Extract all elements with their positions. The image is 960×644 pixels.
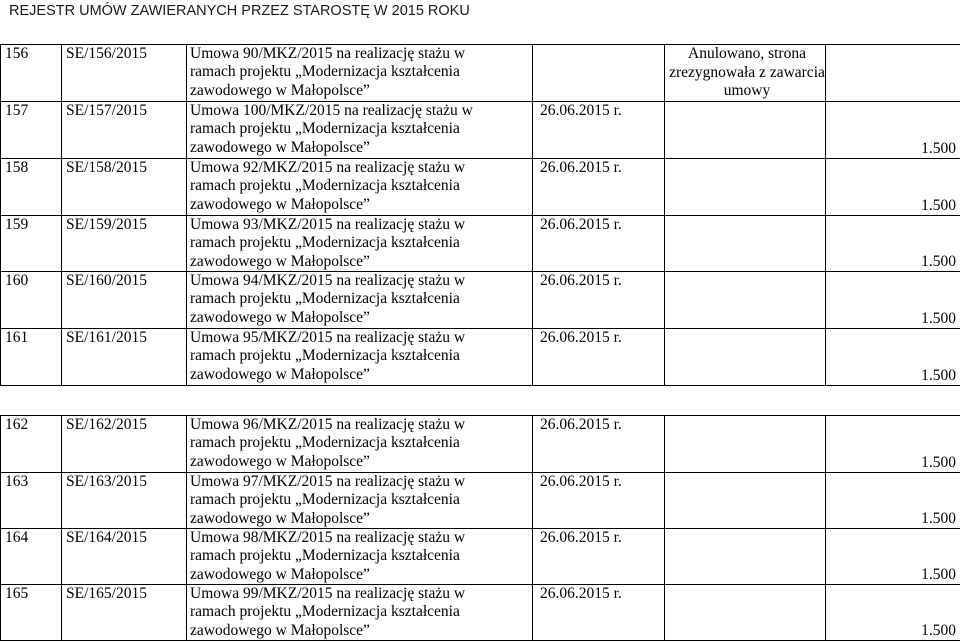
amount-cell [826, 329, 960, 386]
signature-value: SE/162/2015 [66, 416, 147, 433]
lp-value: 165 [5, 585, 29, 602]
lp-value: 164 [5, 529, 29, 546]
title-line: Umowa 93/MKZ/2015 na realizację stażu w [190, 216, 466, 233]
date-cell [533, 159, 665, 216]
title-cell [187, 159, 533, 216]
title-cell [187, 216, 533, 272]
signature-cell [62, 416, 187, 473]
title-line: zawodowego w Małopolsce” [190, 621, 370, 639]
amount-cell [826, 473, 960, 529]
amount-cell [826, 529, 960, 585]
lp-cell [1, 473, 62, 529]
title-line: Umowa 100/MKZ/2015 na realizację stażu w [190, 102, 473, 119]
table-row [1, 473, 960, 529]
title-line: Umowa 95/MKZ/2015 na realizację stażu w [190, 329, 466, 346]
signature-value: SE/158/2015 [66, 159, 147, 176]
lp-cell [1, 45, 62, 102]
amount-value: 1.500 [921, 309, 956, 327]
lp-cell [1, 159, 62, 216]
date-cell [533, 45, 665, 102]
signature-cell [62, 329, 187, 386]
title-cell [187, 45, 533, 102]
title-line: zawodowego w Małopolsce” [190, 565, 370, 583]
date-value: 26.06.2015 r. [540, 216, 622, 233]
table-row [1, 272, 960, 329]
signature-cell [62, 102, 187, 159]
date-value: 26.06.2015 r. [540, 473, 622, 490]
date-value: 26.06.2015 r. [540, 272, 622, 289]
lp-cell [1, 416, 62, 473]
signature-value: SE/161/2015 [66, 329, 147, 346]
date-cell [533, 585, 665, 641]
title-line: ramach projektu „Modernizacja kształcenia [190, 347, 460, 365]
date-cell [533, 329, 665, 386]
title-line: ramach projektu „Modernizacja kształcenia [190, 120, 460, 138]
amount-cell [826, 272, 960, 329]
page-title: REJESTR UMÓW ZAWIERANYCH PRZEZ STAROSTĘ W 2015 ROKU [9, 3, 470, 19]
title-line: ramach projektu „Modernizacja kształcenia [190, 434, 460, 452]
title-line: Umowa 90/MKZ/2015 na realizację stażu w [190, 45, 466, 62]
register-table-2 [0, 415, 960, 641]
title-cell [187, 473, 533, 529]
signature-cell [62, 272, 187, 329]
title-line: Umowa 96/MKZ/2015 na realizację stażu w [190, 416, 466, 433]
title-line: Umowa 94/MKZ/2015 na realizację stażu w [190, 272, 466, 289]
title-line: zawodowego w Małopolsce” [190, 81, 370, 99]
amount-value: 1.500 [921, 565, 956, 583]
date-value: 26.06.2015 r. [540, 159, 622, 176]
title-line: ramach projektu „Modernizacja kształcenia [190, 491, 460, 509]
date-value: 26.06.2015 r. [540, 585, 622, 602]
signature-value: SE/164/2015 [66, 529, 147, 546]
lp-value: 158 [5, 159, 29, 176]
note-cell [665, 529, 826, 585]
lp-cell [1, 272, 62, 329]
signature-value: SE/159/2015 [66, 216, 147, 233]
amount-cell [826, 585, 960, 641]
signature-cell [62, 473, 187, 529]
signature-value: SE/156/2015 [66, 45, 147, 62]
title-line: ramach projektu „Modernizacja kształcenia [190, 603, 460, 621]
date-value: 26.06.2015 r. [540, 329, 622, 346]
amount-value: 1.500 [921, 509, 956, 527]
note-cell [665, 585, 826, 641]
lp-cell [1, 329, 62, 386]
signature-value: SE/157/2015 [66, 102, 147, 119]
amount-cell [826, 216, 960, 272]
title-cell [187, 329, 533, 386]
lp-value: 159 [5, 216, 29, 233]
lp-cell [1, 216, 62, 272]
amount-value: 1.500 [921, 453, 956, 471]
signature-cell [62, 45, 187, 102]
note-cell [665, 329, 826, 386]
title-line: zawodowego w Małopolsce” [190, 308, 370, 326]
title-line: ramach projektu „Modernizacja kształcenia [190, 547, 460, 565]
lp-value: 162 [5, 416, 29, 433]
title-line: ramach projektu „Modernizacja kształcenia [190, 290, 460, 308]
table-row [1, 529, 960, 585]
lp-cell [1, 529, 62, 585]
note-cell [665, 102, 826, 159]
title-cell [187, 102, 533, 159]
lp-cell [1, 585, 62, 641]
date-cell [533, 272, 665, 329]
date-cell [533, 473, 665, 529]
amount-value: 1.500 [921, 139, 956, 157]
lp-value: 160 [5, 272, 29, 289]
amount-cell [826, 416, 960, 473]
title-line: ramach projektu „Modernizacja kształcenia [190, 177, 460, 195]
amount-value: 1.500 [921, 366, 956, 384]
signature-cell [62, 159, 187, 216]
amount-cell [826, 102, 960, 159]
title-line: zawodowego w Małopolsce” [190, 138, 370, 156]
note-cell [665, 272, 826, 329]
title-line: zawodowego w Małopolsce” [190, 452, 370, 470]
page-header [0, 0, 960, 28]
note-line: zrezygnowała z zawarcia [669, 63, 825, 81]
table-row [1, 416, 960, 473]
title-line: Umowa 92/MKZ/2015 na realizację stażu w [190, 159, 466, 176]
amount-cell [826, 159, 960, 216]
lp-value: 156 [5, 45, 29, 62]
amount-value: 1.500 [921, 621, 956, 639]
note-line: umowy [723, 82, 771, 99]
note-cell [665, 45, 826, 102]
title-line: zawodowego w Małopolsce” [190, 195, 370, 213]
table-row [1, 585, 960, 641]
note-cell [665, 473, 826, 529]
date-cell [533, 529, 665, 585]
register-table-1 [0, 44, 960, 386]
title-line: ramach projektu „Modernizacja kształcenia [190, 63, 460, 81]
table-row [1, 102, 960, 159]
date-cell [533, 416, 665, 473]
signature-value: SE/163/2015 [66, 473, 147, 490]
table-row [1, 329, 960, 386]
date-value: 26.06.2015 r. [540, 529, 622, 546]
title-line: zawodowego w Małopolsce” [190, 252, 370, 270]
signature-value: SE/165/2015 [66, 585, 147, 602]
amount-value: 1.500 [921, 196, 956, 214]
date-cell [533, 102, 665, 159]
signature-value: SE/160/2015 [66, 272, 147, 289]
table-row [1, 216, 960, 272]
title-cell [187, 416, 533, 473]
amount-cell [826, 45, 960, 102]
lp-value: 157 [5, 102, 29, 119]
title-line: Umowa 99/MKZ/2015 na realizację stażu w [190, 585, 466, 602]
title-line: zawodowego w Małopolsce” [190, 509, 370, 527]
table-row [1, 159, 960, 216]
title-cell [187, 272, 533, 329]
note-line: Anulowano, strona [688, 45, 806, 62]
lp-cell [1, 102, 62, 159]
date-value: 26.06.2015 r. [540, 416, 622, 433]
title-line: ramach projektu „Modernizacja kształcenia [190, 234, 460, 252]
table-row [1, 45, 960, 102]
note-cell [665, 159, 826, 216]
title-cell [187, 529, 533, 585]
date-cell [533, 216, 665, 272]
date-value: 26.06.2015 r. [540, 102, 622, 119]
title-cell [187, 585, 533, 641]
lp-value: 163 [5, 473, 29, 490]
note-cell [665, 416, 826, 473]
signature-cell [62, 585, 187, 641]
title-line: Umowa 97/MKZ/2015 na realizację stażu w [190, 473, 466, 490]
signature-cell [62, 529, 187, 585]
lp-value: 161 [5, 329, 29, 346]
amount-value: 1.500 [921, 252, 956, 270]
title-line: Umowa 98/MKZ/2015 na realizację stażu w [190, 529, 466, 546]
title-line: zawodowego w Małopolsce” [190, 365, 370, 383]
note-cell [665, 216, 826, 272]
signature-cell [62, 216, 187, 272]
